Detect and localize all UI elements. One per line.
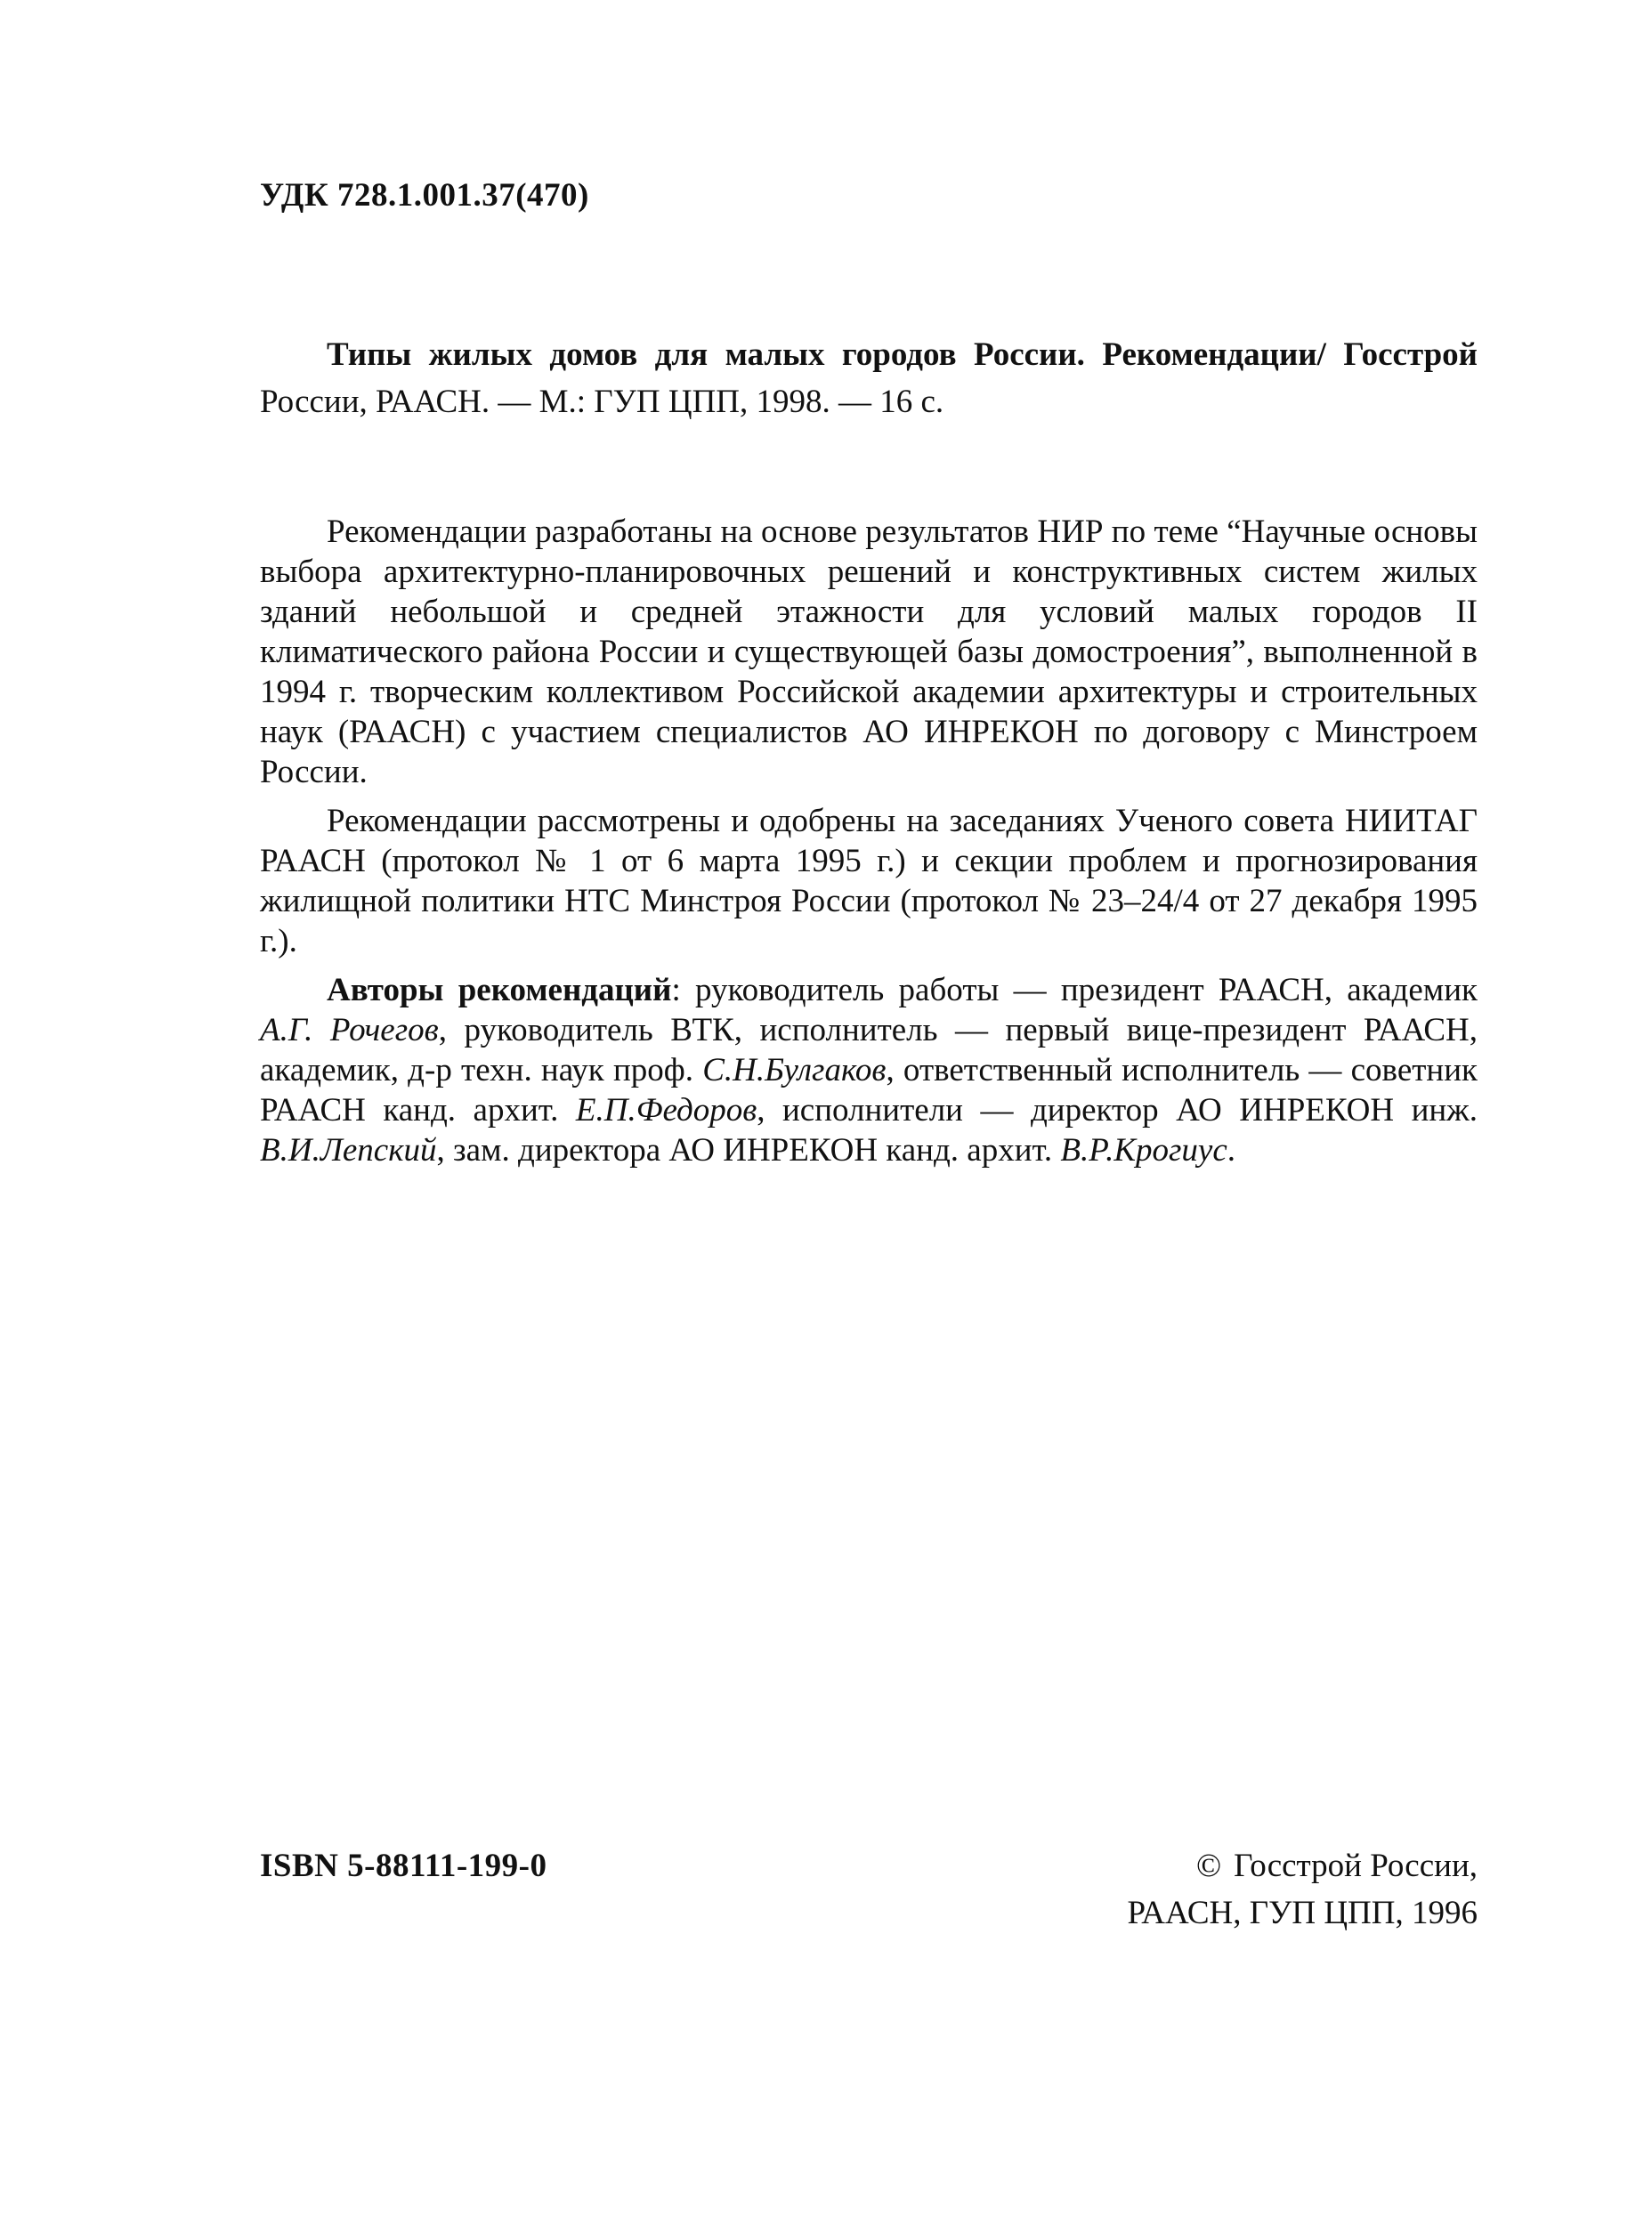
annotation-block — [260, 512, 1478, 1179]
paragraph-development: Рекомендации разработаны на основе результатов НИР по теме “Научные основы выбора архитектурно-планировочных решений и конструктивных систем жилых зданий небольшой и средней этажности для условий малых городов II климатического района России и существующей базы домостроения”, выполненной в 1994 г. творческим коллективом Российской академии архитектуры и строительных наук (РААСН) с участием специалистов АО ИНРЕКОН по договору с Минстроем России. — [260, 514, 1478, 790]
udk-code: УДК 728.1.001.37(470) — [260, 177, 589, 214]
copyright-notice — [1024, 1842, 1478, 1937]
copyright-sign: © — [1196, 1848, 1222, 1884]
authors-text-1: : руководитель работы — президент РААСН, академик — [671, 972, 1478, 1008]
paragraph-approval: Рекомендации рассмотрены и одобрены на заседаниях Ученого совета НИИТАГ РААСН (протокол № 1 от 6 марта 1995 г.) и секции проблем и прогнозирования жилищной политики НТС Минстроя России (протокол № 23–24/4 от 27 декабря 1995 г.). — [260, 803, 1478, 959]
author-name-1: А.Г. Рочегов — [260, 1012, 439, 1048]
authors-text-3: , ответственный исполнитель — советник РААСН канд. архит. — [260, 1052, 1478, 1129]
authors-lead: Авторы рекомендаций — [327, 972, 672, 1008]
author-name-3: Е.П.Федоров — [575, 1092, 757, 1129]
copyright-line-2: РААСН, ГУП ЦПП, 1996 — [1127, 1895, 1478, 1931]
author-name-2: С.Н.Булгаков — [702, 1052, 887, 1088]
authors-text-4: , исполнители — директор АО ИНРЕКОН инж. — [757, 1092, 1478, 1129]
authors-text-2: , руководитель ВТК, исполнитель — первый вице-президент РААСН, академик, д-р техн. наук проф. — [260, 1012, 1478, 1088]
citation-title: Типы жилых домов для малых городов России. Рекомендации/ Госстрой — [327, 336, 1478, 373]
copyright-line-1 — [1024, 1842, 1478, 1889]
authors-text-6: . — [1227, 1132, 1235, 1169]
copyright-holder-1: Госстрой России, — [1234, 1848, 1478, 1884]
bibliographic-citation — [260, 331, 1478, 425]
author-name-4: В.И.Лепский — [260, 1132, 437, 1169]
authors-text-5: , зам. директора АО ИНРЕКОН канд. архит. — [436, 1132, 1061, 1169]
isbn-number: ISBN 5-88111-199-0 — [260, 1848, 547, 1884]
author-name-5: В.Р.Крогиус — [1060, 1132, 1227, 1169]
citation-details: России, РААСН. — М.: ГУП ЦПП, 1998. — 16 с. — [260, 384, 944, 420]
paragraph-authors — [260, 970, 1478, 1170]
